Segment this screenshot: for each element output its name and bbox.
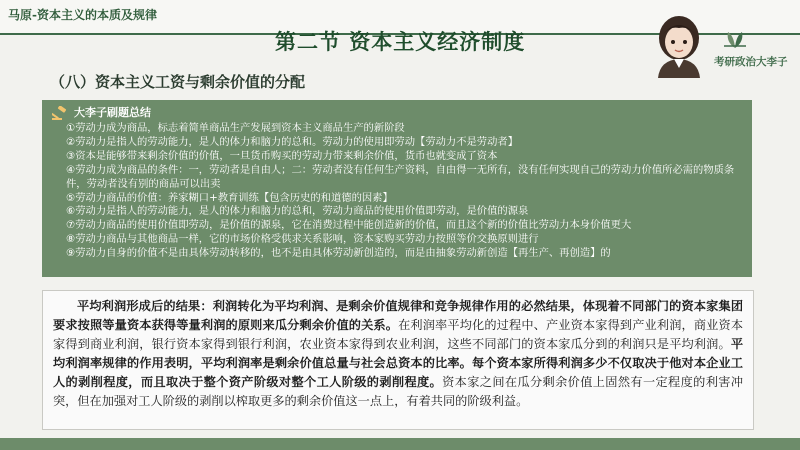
conclusion-paragraph	[42, 290, 754, 430]
conclusion-text-2: 资本家之间在瓜分剩余价值上固然有一定程度的利害冲突，但在加强对工人阶级的剥削以榨取更多的剩余价值这一点上，有着共同的阶级利益。	[53, 375, 744, 408]
avatar-illustration	[648, 12, 710, 78]
summary-item-8: ⑧劳动力商品与其他商品一样，它的市场价格受供求关系影响，资本家购买劳动力按照等价交换原则进行	[66, 233, 539, 246]
summary-item-4: ④劳动力成为商品的条件：一，劳动者是自由人；二：劳动者没有任何生产资料，自由得一无所有，没有任何实现自己的劳动力价值所必需的物质条件，劳动者没有别的商品可以出卖	[66, 163, 735, 190]
summary-header	[52, 106, 740, 120]
conclusion-text-1: 在利润率平均化的过程中、产业资本家得到产业利润，商业资本家得到商业利润，银行资本家得到银行利润，农业资本家得到农业利润，这些不同部门的资本家瓜分到的利润只是平均利润。	[53, 318, 744, 351]
brand-logo	[714, 26, 796, 76]
summary-item-2: ②劳动力是指人的劳动能力，是人的体力和脑力的总和。劳动力的使用即劳动【劳动力不是劳动者】	[66, 135, 518, 148]
summary-item-3: ③资本是能够带来剩余价值的价值，一旦货币购买的劳动力带来剩余价值，货币也就变成了资本	[66, 149, 498, 162]
summary-item-5: ⑤劳动力商品的价值：养家糊口+教育训练【包含历史的和道德的因素】	[66, 191, 393, 204]
gavel-icon	[52, 106, 68, 120]
summary-item-6: ⑥劳动力是指人的劳动能力，是人的体力和脑力的总和，劳动力商品的使用价值即劳动，是价值的源泉	[66, 205, 529, 218]
conclusion-lead: 平均利润形成后的结果：	[77, 299, 213, 313]
summary-title: 大李子刷题总结	[74, 106, 151, 120]
summary-item-7: ⑦劳动力商品的使用价值即劳动，是价值的源泉，它在消费过程中能创造新的价值，而且这个新的价值比劳动力本身价值更大	[66, 219, 632, 232]
summary-box	[42, 100, 752, 277]
bottom-strip	[0, 438, 800, 450]
summary-item-9: ⑨劳动力自身的价值不是由具体劳动转移的，也不是由具体劳动新创造的，而是由抽象劳动新创造【再生产、再创造】的	[66, 247, 611, 260]
conclusion-bold-2: 平均利润率规律的作用表明，平均利润率是剩余价值总量与社会总资本的比率。每个资本家所得利润多少不仅取决于他对本企业工人的剥削程度，而且取决于整个资产阶级对整个工人阶级的剥削程度。	[53, 337, 743, 389]
summary-item-1: ①劳动力成为商品，标志着简单商品生产发展到资本主义商品生产的新阶段	[66, 122, 405, 134]
logo-leaf-icon	[720, 28, 750, 50]
course-label: 马原-资本主义的本质及规律	[8, 8, 157, 22]
subheading: （八）资本主义工资与剩余价值的分配	[50, 73, 306, 91]
section-title: 第二节 资本主义经济制度	[275, 29, 526, 54]
brand-text: 考研政治大李子	[714, 56, 788, 68]
conclusion-bold-1: 利润转化为平均利润、是剩余价值规律和竞争规律作用的必然结果，体现着不同部门的资本家集团要求按照等量资本获得等量利润的原则来瓜分剩余价值的关系。	[53, 299, 744, 332]
